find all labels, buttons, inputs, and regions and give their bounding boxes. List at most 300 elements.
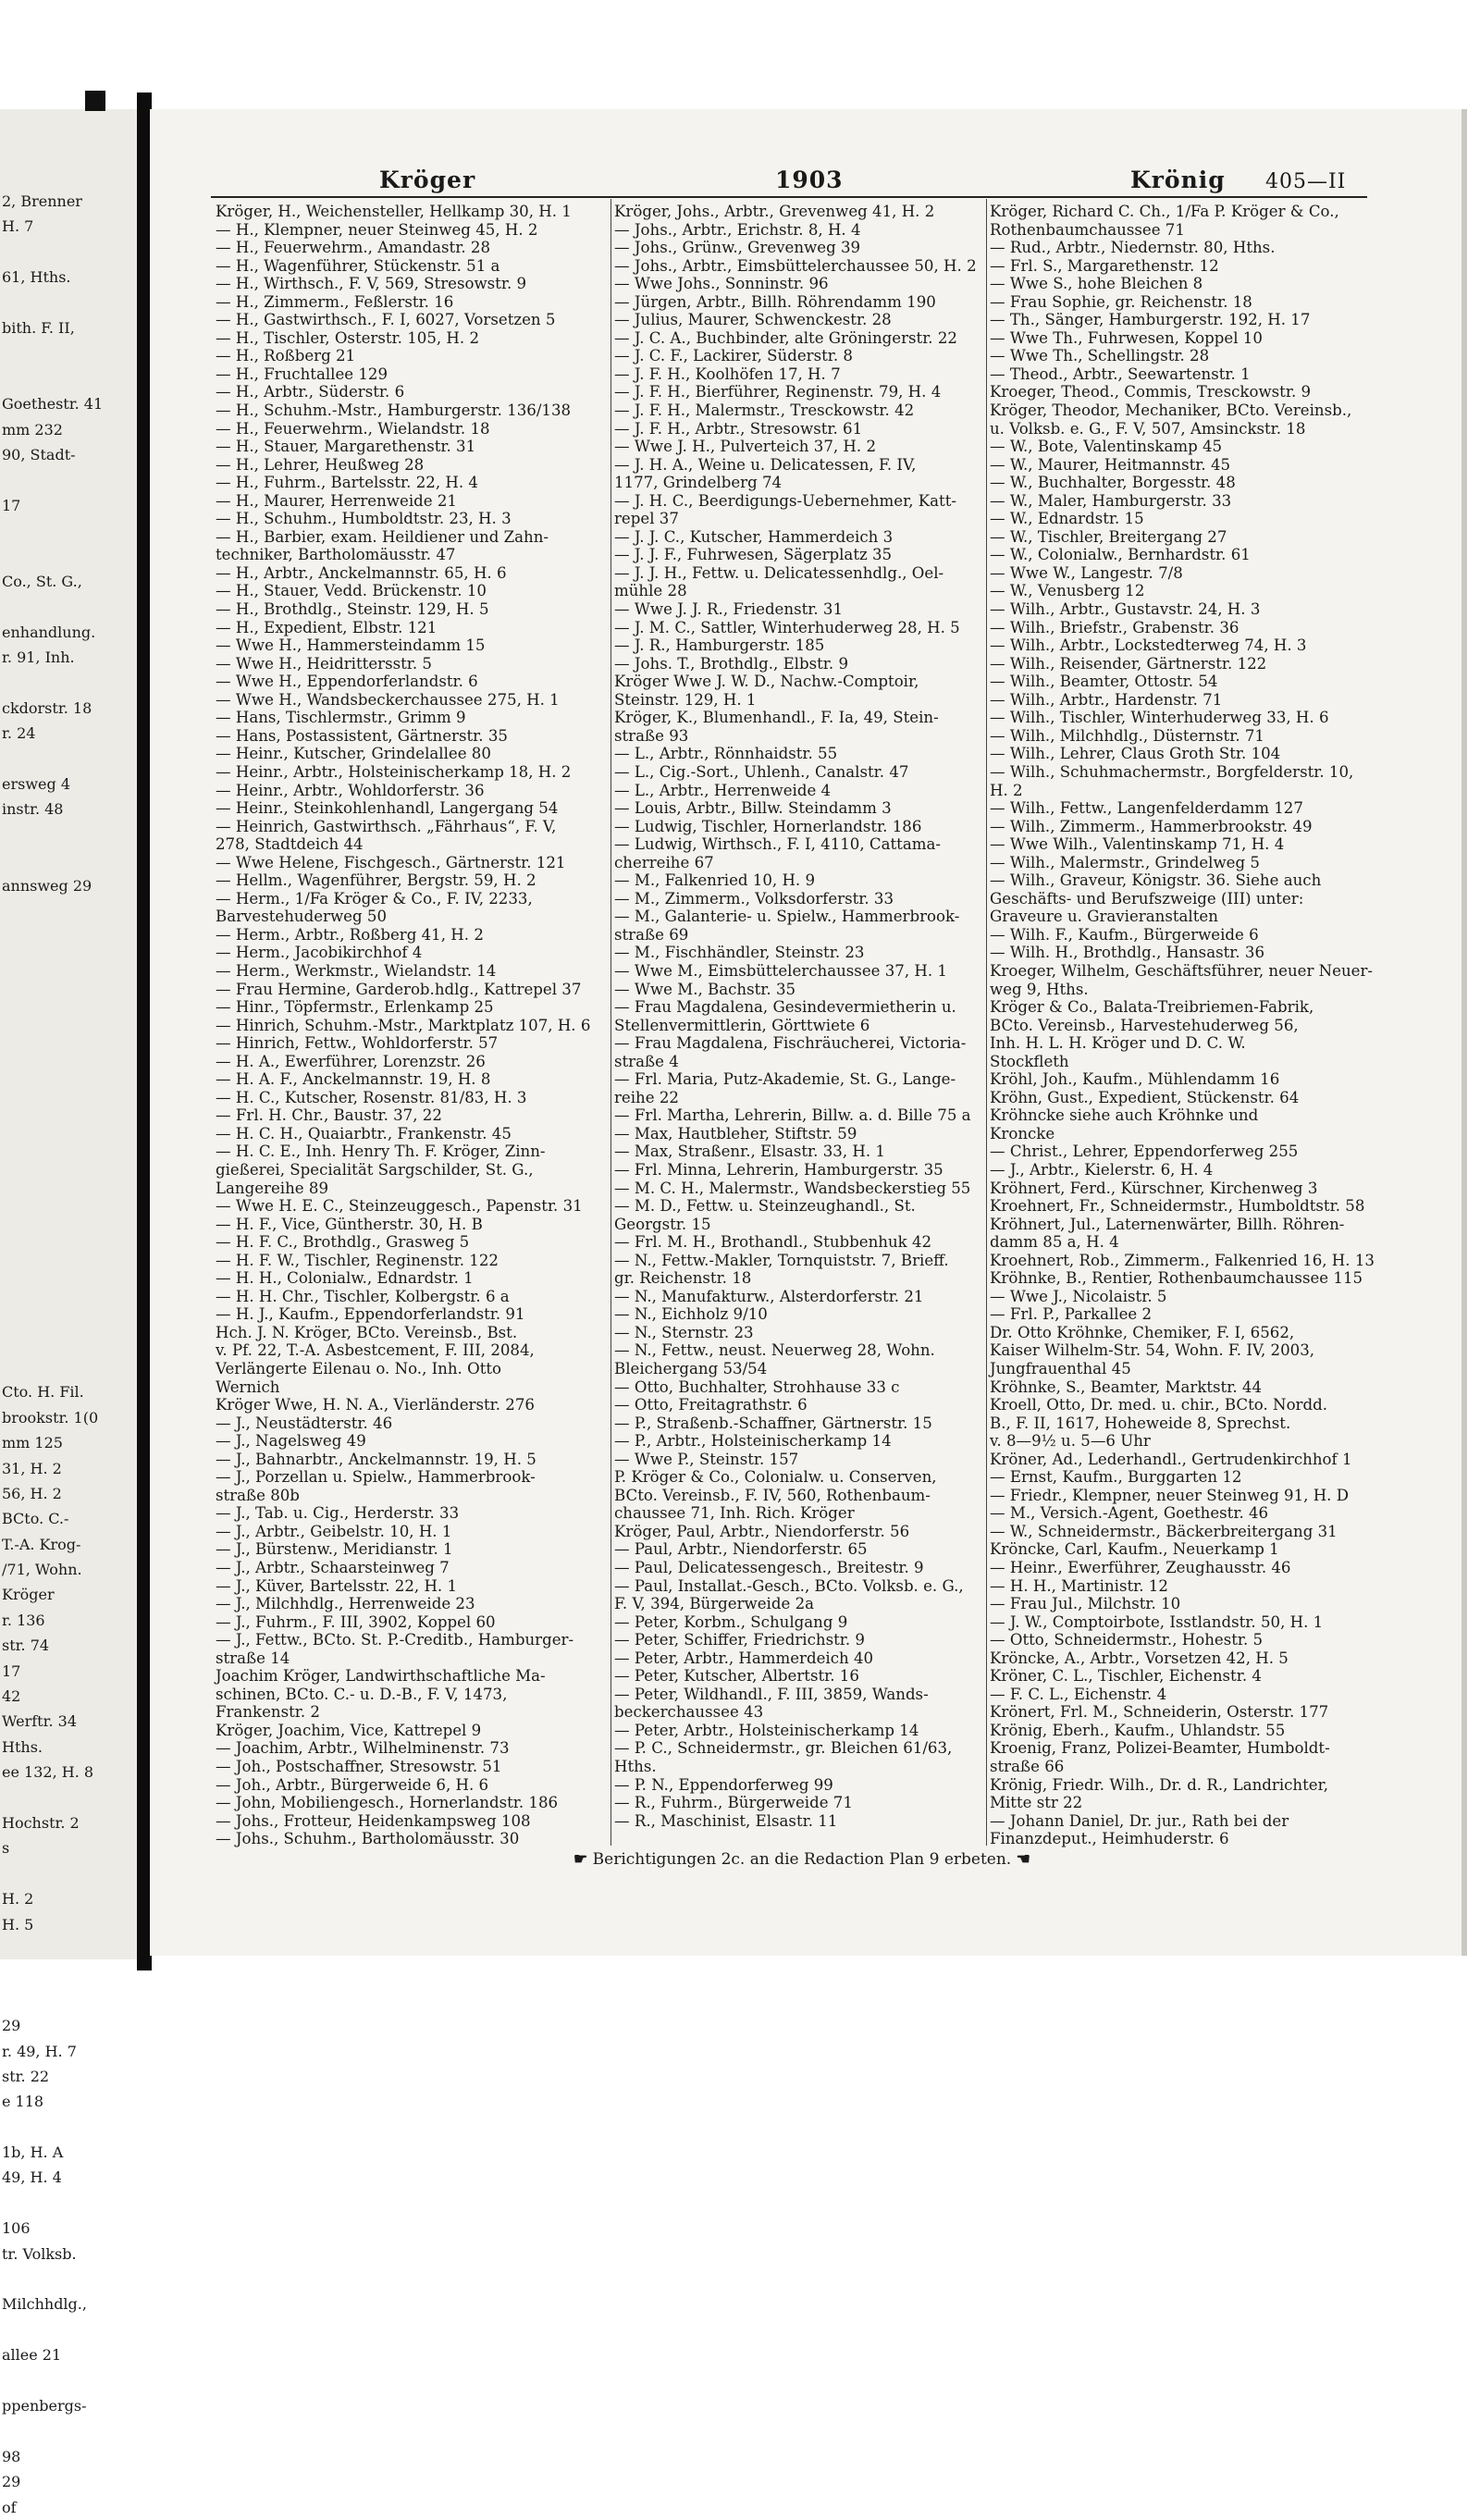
header-year: 1903	[775, 167, 844, 193]
previous-page-line: r. 49, H. 7	[2, 2042, 77, 2060]
directory-entry-line: — Peter, Korbm., Schulgang 9	[614, 1612, 848, 1631]
directory-entry-line: — Th., Sänger, Hamburgerstr. 192, H. 17	[990, 311, 1311, 329]
previous-page-line: bith. F. II,	[2, 318, 75, 337]
previous-page-line	[2, 974, 103, 999]
directory-entry-line: Langereihe 89	[216, 1179, 328, 1197]
previous-page-line: ersweg 4	[2, 774, 70, 793]
directory-entry-line: — J., Arbtr., Geibelstr. 10, H. 1	[216, 1522, 452, 1540]
directory-entry-line: Wernich	[216, 1377, 280, 1396]
directory-entry-line: — P., Straßenb.-Schaffner, Gärtnerstr. 15	[614, 1414, 932, 1432]
previous-page-line	[2, 1253, 103, 1278]
previous-page-line: Kröger	[2, 1586, 55, 1604]
directory-entry-line: — R., Fuhrm., Bürgerweide 71	[614, 1794, 853, 1812]
previous-page-line: 17	[2, 1661, 21, 1680]
previous-page-line: r. 136	[2, 1611, 45, 1629]
previous-page-line: str. 22	[2, 2067, 50, 2085]
directory-entry-line: Kröhnke, S., Beamter, Marktstr. 44	[990, 1377, 1263, 1396]
previous-page-line: annsweg 29	[2, 876, 92, 895]
directory-entry-line: — H., Brothdlg., Steinstr. 129, H. 5	[216, 600, 489, 619]
previous-page-line: Co., St. G.,	[2, 572, 82, 590]
directory-entry-line: Verlängerte Eilenau o. No., Inh. Otto	[216, 1360, 502, 1377]
directory-entry-line: Stellenvermittlerin, Görttwiete 6	[614, 1016, 870, 1034]
previous-page-line	[2, 1076, 103, 1101]
directory-entry-line: — Heinr., Steinkohlenhandl, Langergang 54	[216, 799, 559, 818]
directory-entry-line: — R., Maschinist, Elsastr. 11	[614, 1811, 838, 1830]
directory-entry-line: — Hinrich, Schuhm.-Mstr., Marktplatz 107, H. 6	[216, 1016, 591, 1034]
previous-page-line	[2, 923, 103, 948]
directory-entry-line: — H. F. C., Brothdlg., Grasweg 5	[216, 1233, 470, 1252]
previous-page-line	[2, 1050, 103, 1075]
directory-entry-line: — J. F. H., Bierführer, Reginenstr. 79, H. 4	[614, 383, 942, 401]
directory-entry-line: — Peter, Kutscher, Albertstr. 16	[614, 1667, 859, 1686]
directory-entry-line: chaussee 71, Inh. Rich. Kröger	[614, 1504, 855, 1523]
previous-page-line: Werftr. 34	[2, 1712, 78, 1731]
directory-entry-line: — L., Arbtr., Herrenweide 4	[614, 781, 832, 799]
column-1	[216, 203, 608, 1848]
previous-page-line	[2, 594, 103, 619]
directory-entry-line: Kröger, Johs., Arbtr., Grevenweg 41, H. 2	[614, 203, 935, 220]
directory-entry-line: — Wwe H., Eppendorferlandstr. 6	[216, 673, 478, 691]
directory-entry-line: BCto. Vereinsb., Harvestehuderweg 56,	[990, 1016, 1299, 1034]
directory-entry-line: — H., Wirthsch., F. V, 569, Stresowstr. 9	[216, 275, 527, 293]
directory-entry-line: Kröger & Co., Balata-Treibriemen-Fabrik,	[990, 998, 1314, 1017]
directory-entry-line: — Herm., Arbtr., Roßberg 41, H. 2	[216, 925, 484, 944]
directory-entry-line: — Heinr., Arbtr., Wohldorferstr. 36	[216, 781, 485, 799]
previous-page-line: 98	[2, 2447, 21, 2465]
directory-entry-line: — Wilh., Lehrer, Claus Groth Str. 104	[990, 745, 1281, 763]
directory-entry-line: Kroeger, Theod., Commis, Tresckowstr. 9	[990, 383, 1312, 401]
directory-entry-line: — Herm., Werkmstr., Wielandstr. 14	[216, 961, 497, 980]
previous-page-line	[2, 1228, 103, 1253]
previous-page-line	[2, 1279, 103, 1303]
directory-entry-line: Barvestehuderweg 50	[216, 908, 388, 926]
directory-entry-line: — M., Versich.-Agent, Goethestr. 46	[990, 1504, 1269, 1523]
directory-entry-line: — Wilh., Fettw., Langenfelderdamm 127	[990, 799, 1303, 818]
directory-entry-line: — Frl. Maria, Putz-Akademie, St. G., Lange-	[614, 1070, 956, 1089]
directory-entry-line: — H., Stauer, Margarethenstr. 31	[216, 438, 476, 456]
directory-entry-line: — W., Ednardstr. 15	[990, 510, 1144, 528]
directory-entry-line: — Peter, Arbtr., Hammerdeich 40	[614, 1649, 874, 1667]
directory-entry-line: — Hinr., Töpfermstr., Erlenkamp 25	[216, 998, 494, 1017]
directory-entry-line: Kröncke, A., Arbtr., Vorsetzen 42, H. 5	[990, 1649, 1289, 1667]
directory-entry-line: — Wilh., Arbtr., Lockstedterweg 74, H. 3	[990, 636, 1307, 655]
directory-entry-line: 1177, Grindelberg 74	[614, 474, 783, 492]
directory-entry-line: — H. A. F., Anckelmannstr. 19, H. 8	[216, 1070, 491, 1089]
directory-entry-line: Kroell, Otto, Dr. med. u. chir., BCto. Nordd.	[990, 1396, 1328, 1414]
previous-page-line	[2, 1354, 103, 1379]
previous-page-line	[2, 822, 103, 847]
directory-entry-line: — Hinrich, Fettw., Wohldorferstr. 57	[216, 1034, 499, 1053]
directory-entry-line: — Wilh., Beamter, Ottostr. 54	[990, 673, 1218, 691]
directory-entry-line: straße 4	[614, 1052, 679, 1070]
directory-entry-line: — Wwe M., Eimsbüttelerchaussee 37, H. 1	[614, 961, 947, 980]
directory-entry-line: — H., Arbtr., Anckelmannstr. 65, H. 6	[216, 563, 507, 582]
directory-entry-line: — N., Sternstr. 23	[614, 1323, 754, 1341]
directory-entry-line: — Wwe J., Nicolaistr. 5	[990, 1287, 1167, 1305]
directory-entry-line: — Johs., Grünw., Grevenweg 39	[614, 239, 861, 257]
directory-entry-line: — J., Bahnarbtr., Anckelmannstr. 19, H. 5	[216, 1450, 536, 1468]
directory-entry-line: techniker, Bartholomäusstr. 47	[216, 546, 456, 564]
directory-entry-line: — Wwe Johs., Sonninstr. 96	[614, 275, 829, 293]
directory-entry-line: — Julius, Maurer, Schwenckestr. 28	[614, 311, 892, 329]
directory-entry-line: — Frl. Minna, Lehrerin, Hamburgerstr. 35	[614, 1160, 944, 1179]
directory-entry-line: — P. C., Schneidermstr., gr. Bleichen 61/63,	[614, 1739, 953, 1758]
directory-entry-line: repel 37	[614, 510, 679, 528]
directory-entry-line: Stockfleth	[990, 1052, 1069, 1070]
directory-entry-line: Kroeger, Wilhelm, Geschäftsführer, neuer Neuer-	[990, 961, 1374, 980]
pointing-hand-icon: ☚	[1016, 1850, 1030, 1869]
directory-entry-line: Kröger, Richard C. Ch., 1/Fa P. Kröger & Co.,	[990, 203, 1339, 220]
header-page-number: 405—II	[1265, 170, 1347, 193]
directory-entry-line: — H., Feuerwehrm., Amandastr. 28	[216, 239, 491, 257]
previous-page-line	[2, 2115, 103, 2140]
directory-entry-line: — F. C. L., Eichenstr. 4	[990, 1685, 1167, 1703]
directory-entry-line: — H. C. E., Inh. Henry Th. F. Kröger, Zinn-	[216, 1143, 546, 1161]
directory-entry-line: — H., Expedient, Elbstr. 121	[216, 618, 438, 636]
directory-entry-line: — W., Buchhalter, Borgesstr. 48	[990, 474, 1236, 492]
directory-entry-line: Kröhnke, B., Rentier, Rothenbaumchaussee 115	[990, 1269, 1363, 1288]
directory-entry-line: — W., Colonialw., Bernhardstr. 61	[990, 546, 1251, 564]
directory-entry-line: Kröner, C. L., Tischler, Eichenstr. 4	[990, 1667, 1262, 1686]
previous-page-line	[2, 2267, 103, 2291]
directory-entry-line: — Frau Magdalena, Fischräucherei, Victoria-	[614, 1034, 967, 1053]
previous-page-line: 17	[2, 496, 21, 514]
directory-entry-line: — Ludwig, Tischler, Hornerlandstr. 186	[614, 817, 922, 835]
directory-entry-line: weg 9, Hths.	[990, 980, 1089, 998]
directory-entry-line: — W., Tischler, Breitergang 27	[990, 527, 1227, 546]
previous-page-line: allee 21	[2, 2346, 62, 2365]
directory-entry-line: — Heinrich, Gastwirthsch. „Fährhaus“, F. V,	[216, 817, 557, 835]
directory-entry-line: — Wilh., Graveur, Königstr. 36. Siehe auch	[990, 871, 1322, 890]
directory-entry-line: Frankenstr. 2	[216, 1703, 320, 1722]
directory-entry-line: — H., Schuhm.-Mstr., Hamburgerstr. 136/138	[216, 401, 572, 420]
directory-entry-line: — N., Fettw., neust. Neuerweg 28, Wohn.	[614, 1341, 935, 1360]
previous-page-line	[2, 2418, 103, 2443]
directory-entry-line: straße 93	[614, 726, 689, 745]
directory-entry-line: — Frau Hermine, Garderob.hdlg., Kattrepel 37	[216, 980, 582, 998]
column-rule	[986, 199, 987, 1846]
directory-entry-line: Inh. H. L. H. Kröger und D. C. W.	[990, 1034, 1246, 1053]
directory-entry-line: — H., Lehrer, Heußweg 28	[216, 455, 425, 474]
directory-entry-line: — W., Maurer, Heitmannstr. 45	[990, 455, 1231, 474]
directory-entry-line: — Hellm., Wagenführer, Bergstr. 59, H. 2	[216, 871, 536, 890]
directory-entry-line: Kröhn, Gust., Expedient, Stückenstr. 64	[990, 1088, 1300, 1106]
directory-entry-line: — H., Arbtr., Süderstr. 6	[216, 383, 405, 401]
directory-entry-line: — Wwe J. J. R., Friedenstr. 31	[614, 600, 844, 619]
directory-entry-line: — M. D., Fettw. u. Steinzeughandl., St.	[614, 1197, 916, 1216]
directory-entry-line: — H., Stauer, Vedd. Brückenstr. 10	[216, 582, 487, 600]
directory-entry-line: — H., Zimmerm., Feßlerstr. 16	[216, 292, 454, 311]
previous-page-line: mm 232	[2, 420, 63, 439]
directory-entry-line: — Wilh., Malermstr., Grindelweg 5	[990, 853, 1260, 871]
directory-entry-line: — Wilh., Arbtr., Hardenstr. 71	[990, 690, 1223, 709]
previous-page-line: /71, Wohn.	[2, 1561, 82, 1579]
previous-page-fragment	[0, 109, 139, 2516]
directory-entry-line: — Frau Sophie, gr. Reichenstr. 18	[990, 292, 1252, 311]
directory-entry-line: — Wwe P., Steinstr. 157	[614, 1450, 799, 1468]
previous-page-line: 29	[2, 2017, 21, 2035]
directory-entry-line: — Joh., Arbtr., Bürgerweide 6, H. 6	[216, 1775, 489, 1794]
previous-page-line: brookstr. 1(0	[2, 1408, 99, 1427]
previous-page-line: 56, H. 2	[2, 1484, 62, 1502]
directory-entry-line: — H., Tischler, Osterstr. 105, H. 2	[216, 328, 480, 347]
directory-entry-line: Kroehnert, Fr., Schneidermstr., Humboldtstr. 58	[990, 1197, 1365, 1216]
previous-page-line: of	[2, 2498, 17, 2516]
directory-entry-line: — M., Falkenried 10, H. 9	[614, 871, 816, 890]
directory-entry-line: Kröger, Paul, Arbtr., Niendorferstr. 56	[614, 1522, 910, 1540]
directory-entry-line: — Wilh., Briefstr., Grabenstr. 36	[990, 618, 1240, 636]
previous-page-line: s	[2, 1839, 10, 1858]
directory-entry-line: — Johs., Arbtr., Eimsbüttelerchaussee 50, H. 2	[614, 256, 977, 275]
previous-page-line	[2, 1126, 103, 1151]
directory-entry-line: Kaiser Wilhelm-Str. 54, Wohn. F. IV, 2003,	[990, 1341, 1315, 1360]
directory-entry-line: reihe 22	[614, 1088, 679, 1106]
directory-entry-line: — N., Manufakturw., Alsterdorferstr. 21	[614, 1287, 924, 1305]
previous-page-line	[2, 1988, 103, 2013]
directory-entry-line: — H., Barbier, exam. Heildiener und Zahn-	[216, 527, 549, 546]
previous-page-line	[2, 290, 103, 315]
directory-entry-line: — W., Maler, Hamburgerstr. 33	[990, 491, 1232, 510]
directory-entry-line: — Max, Hautbleher, Stiftstr. 59	[614, 1124, 857, 1143]
directory-entry-line: — Wwe Th., Schellingstr. 28	[990, 347, 1210, 365]
directory-entry-line: 278, Stadtdeich 44	[216, 835, 364, 854]
directory-entry-line: u. Volksb. e. G., F. V, 507, Amsinckstr. 18	[990, 419, 1306, 438]
directory-entry-line: — Wwe H., Hammersteindamm 15	[216, 636, 486, 655]
directory-entry-line: — Jürgen, Arbtr., Billh. Röhrendamm 190	[614, 292, 936, 311]
directory-entry-line: Kröhnert, Ferd., Kürschner, Kirchenweg 3	[990, 1179, 1318, 1197]
directory-entry-line: beckerchaussee 43	[614, 1703, 764, 1722]
directory-entry-line: BCto. Vereinsb., F. IV, 560, Rothenbaum-	[614, 1486, 931, 1504]
previous-page-line: Goethestr. 41	[2, 395, 104, 414]
directory-entry-line: — H. F., Vice, Güntherstr. 30, H. B	[216, 1215, 483, 1233]
previous-page-line: 1b, H. A	[2, 2143, 64, 2162]
directory-entry-line: — Johs. T., Brothdlg., Elbstr. 9	[614, 654, 849, 673]
previous-page-line	[2, 1785, 103, 1810]
directory-entry-line: — Wwe M., Bachstr. 35	[614, 980, 796, 998]
directory-entry-line: — J. J. F., Fuhrwesen, Sägerplatz 35	[614, 546, 893, 564]
previous-page-line: enhandlung.	[2, 623, 96, 641]
directory-entry-line: Dr. Otto Kröhnke, Chemiker, F. I, 6562,	[990, 1323, 1295, 1341]
directory-entry-line: — W., Schneidermstr., Bäckerbreitergang 31	[990, 1522, 1338, 1540]
directory-entry-line: — L., Arbtr., Rönnhaidstr. 55	[614, 745, 838, 763]
previous-page-line: ee 132, H. 8	[2, 1763, 94, 1782]
directory-entry-line: B., F. II, 1617, Hoheweide 8, Sprechst.	[990, 1414, 1291, 1432]
directory-entry-line: Kröger, K., Blumenhandl., F. Ia, 49, Stein-	[614, 709, 939, 727]
directory-entry-line: — John, Mobiliengesch., Hornerlandstr. 186	[216, 1794, 559, 1812]
directory-entry-line: — J. J. H., Fettw. u. Delicatessenhdlg., Oel-	[614, 563, 944, 582]
directory-entry-line: — J., Küver, Bartelsstr. 22, H. 1	[216, 1576, 458, 1595]
directory-entry-line: — J., Bürstenw., Meridianstr. 1	[216, 1540, 453, 1559]
directory-entry-line: F. V, 394, Bürgerweide 2a	[614, 1595, 815, 1613]
directory-entry-line: — J. J. C., Kutscher, Hammerdeich 3	[614, 527, 894, 546]
directory-entry-line: — Ernst, Kaufm., Burggarten 12	[990, 1468, 1242, 1487]
directory-entry-line: Kröger Wwe J. W. D., Nachw.-Comptoir,	[614, 673, 919, 691]
directory-entry-line: — Wilh., Zimmerm., Hammerbrookstr. 49	[990, 817, 1313, 835]
previous-page-line: H. 2	[2, 1890, 34, 1909]
directory-entry-line: Joachim Kröger, Landwirthschaftliche Ma-	[216, 1667, 546, 1686]
directory-entry-line: — J., Arbtr., Kielerstr. 6, H. 4	[990, 1160, 1214, 1179]
directory-entry-line: — M., Zimmerm., Volksdorferstr. 33	[614, 889, 894, 908]
directory-entry-line: — M., Galanterie- u. Spielw., Hammerbrook-	[614, 908, 960, 926]
directory-entry-line: — H. A., Ewerführer, Lorenzstr. 26	[216, 1052, 486, 1070]
directory-entry-line: — H. H. Chr., Tischler, Kolbergstr. 6 a	[216, 1287, 510, 1305]
previous-page-line: 2, Brenner	[2, 192, 82, 210]
directory-entry-line: — Herm., Jacobikirchhof 4	[216, 944, 423, 962]
directory-entry-line: Kröhncke siehe auch Kröhnke und	[990, 1106, 1259, 1125]
directory-entry-line: — Wilh., Arbtr., Gustavstr. 24, H. 3	[990, 600, 1261, 619]
directory-entry-line: Kröger, Theodor, Mechaniker, BCto. Vereinsb.,	[990, 401, 1352, 420]
directory-entry-line: — Paul, Installat.-Gesch., BCto. Volksb. e. G.,	[614, 1576, 964, 1595]
directory-entry-line: — Wilh. F., Kaufm., Bürgerweide 6	[990, 925, 1259, 944]
directory-entry-line: — W., Venusberg 12	[990, 582, 1145, 600]
directory-entry-line: — Frl. H. Chr., Baustr. 37, 22	[216, 1106, 442, 1125]
directory-entry-line: — Frl. M. H., Brothandl., Stubbenhuk 42	[614, 1233, 932, 1252]
previous-page-line: instr. 48	[2, 800, 64, 819]
directory-entry-line: H. 2	[990, 781, 1023, 799]
directory-entry-line: Kröger, Joachim, Vice, Kattrepel 9	[216, 1721, 482, 1739]
previous-page-line: ppenbergs-	[2, 2396, 87, 2415]
page-edge	[1462, 109, 1467, 1956]
directory-entry-line: — J. R., Hamburgerstr. 185	[614, 636, 825, 655]
directory-entry-line: Krönert, Frl. M., Schneiderin, Osterstr. 177	[990, 1703, 1329, 1722]
directory-entry-line: — Johs., Schuhm., Bartholomäusstr. 30	[216, 1830, 520, 1848]
previous-page-line	[2, 2368, 103, 2393]
directory-entry-line: — Johs., Frotteur, Heidenkampsweg 108	[216, 1811, 531, 1830]
directory-entry-line: — J. F. H., Koolhöfen 17, H. 7	[614, 364, 841, 383]
previous-page-line	[2, 1025, 103, 1050]
directory-entry-line: v. 8—9½ u. 5—6 Uhr	[990, 1432, 1151, 1451]
directory-entry-line: v. Pf. 22, T.-A. Asbestcement, F. III, 2084,	[216, 1341, 535, 1360]
directory-entry-line: — Otto, Freitagrathstr. 6	[614, 1396, 808, 1414]
directory-entry-line: — N., Eichholz 9/10	[614, 1305, 768, 1324]
directory-entry-line: — J., Porzellan u. Spielw., Hammerbrook-	[216, 1468, 536, 1487]
directory-entry-line: — H. J., Kaufm., Eppendorferlandstr. 91	[216, 1305, 525, 1324]
previous-page-line: 106	[2, 2219, 31, 2238]
directory-entry-line: P. Kröger & Co., Colonialw. u. Conserven,	[614, 1468, 937, 1487]
previous-page-line: BCto. C.-	[2, 1510, 69, 1528]
directory-entry-line: — J., Fuhrm., F. III, 3902, Koppel 60	[216, 1612, 496, 1631]
directory-entry-line: — Wilh., Reisender, Gärtnerstr. 122	[990, 654, 1267, 673]
previous-page-line	[2, 1861, 103, 1886]
directory-entry-line: — Heinr., Arbtr., Holsteinischerkamp 18, H. 2	[216, 762, 572, 781]
directory-entry-line: — J. C. F., Lackirer, Süderstr. 8	[614, 347, 853, 365]
directory-entry-line: — J., Nagelsweg 49	[216, 1432, 366, 1451]
previous-page-line	[2, 1329, 103, 1354]
directory-entry-line: Hths.	[614, 1758, 657, 1776]
directory-entry-line: — Johs., Arbtr., Erichstr. 8, H. 4	[614, 220, 861, 239]
previous-page-line: r. 24	[2, 724, 36, 743]
directory-entry-line: Georgstr. 15	[614, 1215, 711, 1233]
directory-entry-line: — H., Roßberg 21	[216, 347, 356, 365]
directory-entry-line: — Peter, Wildhandl., F. III, 3859, Wands-	[614, 1685, 929, 1703]
directory-entry-line: — Otto, Buchhalter, Strohhause 33 c	[614, 1377, 900, 1396]
directory-entry-line: Steinstr. 129, H. 1	[614, 690, 757, 709]
directory-entry-line: — J., Arbtr., Schaarsteinweg 7	[216, 1559, 450, 1577]
previous-page-line: r. 91, Inh.	[2, 649, 75, 667]
directory-entry-line: — Paul, Delicatessengesch., Breitestr. 9	[614, 1559, 924, 1577]
directory-entry-line: — J., Tab. u. Cig., Herderstr. 33	[216, 1504, 460, 1523]
directory-entry-line: — J. W., Comptoirbote, Isstlandstr. 50, H. 1	[990, 1612, 1324, 1631]
previous-page-line	[2, 949, 103, 974]
previous-page-line: T.-A. Krog-	[2, 1535, 81, 1553]
previous-page-line: ckdorstr. 18	[2, 698, 92, 717]
previous-page-lines	[2, 189, 103, 2520]
directory-entry-line: Kröner, Ad., Lederhandl., Gertrudenkirchhof 1	[990, 1450, 1352, 1468]
directory-entry-line: — Christ., Lehrer, Eppendorferweg 255	[990, 1143, 1299, 1161]
previous-page-line	[2, 1152, 103, 1177]
directory-entry-line: — Paul, Arbtr., Niendorferstr. 65	[614, 1540, 868, 1559]
directory-entry-line: schinen, BCto. C.- u. D.-B., F. V, 1473,	[216, 1685, 508, 1703]
previous-page-line	[2, 1962, 103, 1987]
previous-page-line	[2, 1203, 103, 1228]
directory-entry-line: — H., Gastwirthsch., F. I, 6027, Vorsetzen 5	[216, 311, 556, 329]
previous-page-line: str. 74	[2, 1637, 50, 1655]
directory-entry-line: — Max, Straßenr., Elsastr. 33, H. 1	[614, 1143, 885, 1161]
previous-page-line: mm 125	[2, 1434, 63, 1452]
directory-entry-line: — H., Klempner, neuer Steinweg 45, H. 2	[216, 220, 538, 239]
directory-entry-line: — Wwe H. E. C., Steinzeuggesch., Papenstr. 31	[216, 1197, 583, 1216]
directory-entry-line: straße 69	[614, 925, 689, 944]
header-rule	[211, 196, 1367, 198]
directory-entry-line: — H. C. H., Quaiarbtr., Frankenstr. 45	[216, 1124, 512, 1143]
directory-entry-line: Kröhl, Joh., Kaufm., Mühlendamm 16	[990, 1070, 1280, 1089]
directory-entry-line: Kröger, H., Weichensteller, Hellkamp 30, H. 1	[216, 203, 572, 220]
directory-entry-line: — H. C., Kutscher, Rosenstr. 81/83, H. 3	[216, 1088, 527, 1106]
directory-entry-line: — H., Fuhrm., Bartelsstr. 22, H. 4	[216, 474, 478, 492]
directory-entry-line: Krönig, Friedr. Wilh., Dr. d. R., Landrichter,	[990, 1775, 1328, 1794]
directory-entry-line: — Hans, Postassistent, Gärtnerstr. 35	[216, 726, 508, 745]
directory-entry-line: — Heinr., Ewerführer, Zeughausstr. 46	[990, 1559, 1291, 1577]
directory-entry-line: — Wwe J. H., Pulverteich 37, H. 2	[614, 438, 877, 456]
directory-entry-line: cherreihe 67	[614, 853, 714, 871]
pointing-hand-icon: ☛	[574, 1850, 588, 1869]
previous-page-line: Milchhdlg.,	[2, 2295, 87, 2314]
footer-text: Berichtigungen 2c. an die Redaction Plan 9 erbeten.	[592, 1850, 1012, 1869]
directory-entry-line: — J. H. C., Beerdigungs-Uebernehmer, Katt-	[614, 491, 956, 510]
directory-entry-line: Jungfrauenthal 45	[990, 1360, 1131, 1377]
directory-entry-line: Graveure u. Gravieranstalten	[990, 908, 1218, 926]
directory-entry-line: — W., Bote, Valentinskamp 45	[990, 438, 1223, 456]
directory-entry-line: — Frau Magdalena, Gesindevermietherin u.	[614, 998, 956, 1017]
previous-page-line: 29	[2, 2473, 21, 2491]
previous-page-line	[2, 518, 103, 543]
page-gutter-corner	[85, 91, 105, 111]
directory-entry-line: — H., Fruchtallee 129	[216, 364, 388, 383]
previous-page-line	[2, 747, 103, 772]
previous-page-line	[2, 2191, 103, 2216]
directory-entry-line: gr. Reichenstr. 18	[614, 1269, 752, 1288]
previous-page-line	[2, 1303, 103, 1328]
directory-entry-line: — Frl. P., Parkallee 2	[990, 1305, 1153, 1324]
previous-page-line	[2, 366, 103, 391]
directory-entry-line: — J., Neustädterstr. 46	[216, 1414, 393, 1432]
previous-page-line	[2, 670, 103, 695]
directory-entry-line: Mitte str 22	[990, 1794, 1083, 1812]
previous-page-line	[2, 1177, 103, 1202]
directory-entry-line: straße 14	[216, 1649, 290, 1667]
directory-entry-line: Bleichergang 53/54	[614, 1360, 768, 1377]
previous-page-line: 42	[2, 1687, 21, 1706]
directory-entry-line: — Wwe H., Heidrittersstr. 5	[216, 654, 432, 673]
directory-entry-line: — J. H. A., Weine u. Delicatessen, F. IV,	[614, 455, 917, 474]
directory-entry-line: — Peter, Arbtr., Holsteinischerkamp 14	[614, 1721, 919, 1739]
directory-entry-line: — L., Cig.-Sort., Uhlenh., Canalstr. 47	[614, 762, 909, 781]
previous-page-line	[2, 898, 103, 923]
directory-entry-line: — P. N., Eppendorferweg 99	[614, 1775, 833, 1794]
directory-entry-line: Kröger Wwe, H. N. A., Vierländerstr. 276	[216, 1396, 535, 1414]
previous-page-line: tr. Volksb.	[2, 2244, 77, 2263]
previous-page-line	[2, 1101, 103, 1126]
